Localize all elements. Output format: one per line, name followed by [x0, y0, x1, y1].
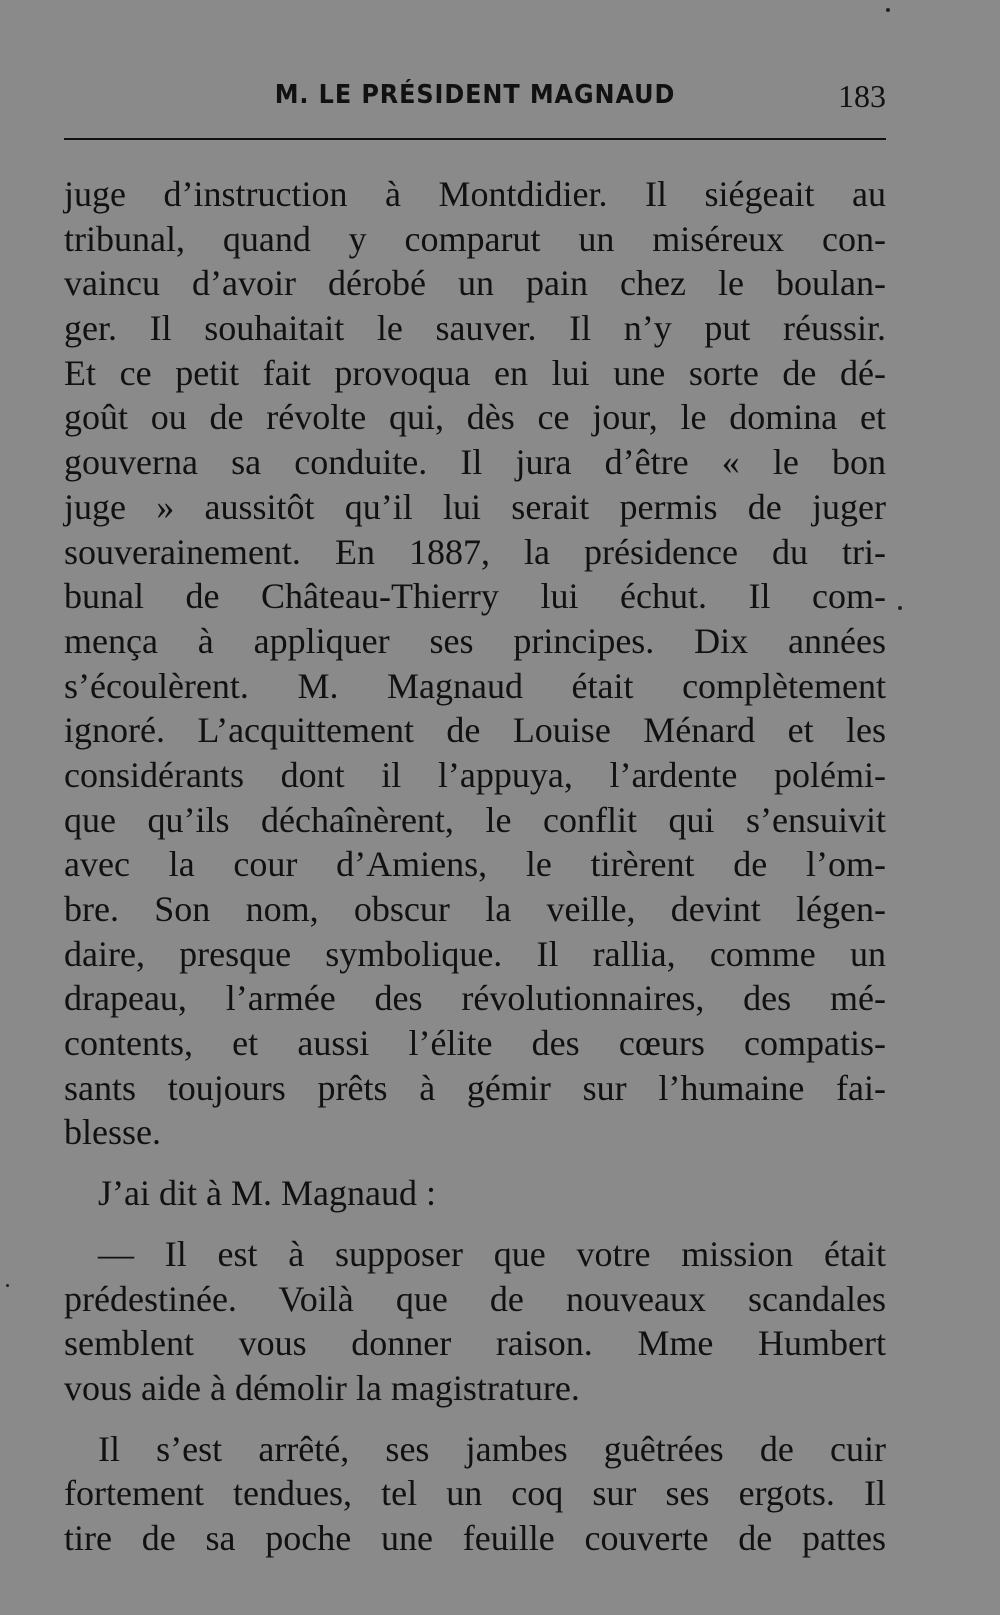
text-line: semblent vous donner raison. Mme Humbert [64, 1323, 886, 1364]
text-line: J’ai dit à M. Magnaud : [98, 1173, 436, 1214]
scan-speck [6, 1284, 9, 1287]
text-line: Il s’est arrêté, ses jambes guêtrées de cuir [98, 1428, 886, 1469]
header-rule [64, 138, 886, 140]
text-line: tribunal, quand y comparut un miséreux con- [64, 218, 886, 259]
running-head-title: M. LE PRÉSIDENT MAGNAUD [274, 80, 676, 110]
text-line: que qu’ils déchaînèrent, le conflit qui s’ensuivit [64, 799, 886, 840]
scan-speck [886, 8, 890, 12]
page-number: 183 [838, 78, 886, 114]
text-line: gouverna sa conduite. Il jura d’être « le bon [64, 442, 886, 483]
text-line: s’écoulèrent. M. Magnaud était complètement [64, 665, 886, 706]
text-line: — Il est à supposer que votre mission était [98, 1233, 886, 1274]
text-line: sants toujours prêts à gémir sur l’humaine fai- [64, 1067, 886, 1108]
text-line: juge d’instruction à Montdidier. Il siégeait au [64, 174, 886, 214]
text-line: contents, et aussi l’élite des cœurs compatis- [64, 1023, 886, 1064]
paragraph [64, 1427, 886, 1561]
text-line: blesse. [64, 1112, 161, 1153]
text-line: bre. Son nom, obscur la veille, devint légen- [64, 889, 886, 929]
text-line: goût ou de révolte qui, dès ce jour, le domina et [64, 397, 886, 438]
text-line: tire de sa poche une feuille couverte de pattes [64, 1517, 886, 1558]
text-line: ignoré. L’acquittement de Louise Ménard et les [64, 710, 886, 751]
paragraph [64, 1171, 886, 1216]
text-line: mença à appliquer ses principes. Dix années [64, 620, 886, 661]
running-header [64, 70, 886, 122]
text-line: juge » aussitôt qu’il lui serait permis de juger [64, 486, 886, 527]
text-line: prédestinée. Voilà que de nouveaux scandales [64, 1278, 886, 1319]
text-line: Et ce petit fait provoqua en lui une sorte de dé- [64, 352, 886, 393]
text-line: drapeau, l’armée des révolutionnaires, des mé- [64, 978, 886, 1019]
body-text [64, 172, 886, 1561]
text-line: ger. Il souhaitait le sauver. Il n’y put réussir. [64, 308, 886, 349]
text-line: daire, presque symbolique. Il rallia, comme un [64, 933, 886, 974]
text-line: considérants dont il l’appuya, l’ardente polémi- [64, 754, 886, 795]
text-line: vous aide à démolir la magistrature. [64, 1367, 580, 1408]
scan-speck [898, 606, 902, 610]
text-line: fortement tendues, tel un coq sur ses ergots. Il [64, 1473, 886, 1514]
text-line: vaincu d’avoir dérobé un pain chez le boulan- [64, 263, 886, 304]
paragraph [64, 172, 886, 1155]
text-line: souverainement. En 1887, la présidence du tri- [64, 531, 886, 572]
text-line: avec la cour d’Amiens, le tirèrent de l’om- [64, 844, 886, 885]
paragraph [64, 1232, 886, 1411]
text-line: bunal de Château-Thierry lui échut. Il com- [64, 576, 886, 617]
